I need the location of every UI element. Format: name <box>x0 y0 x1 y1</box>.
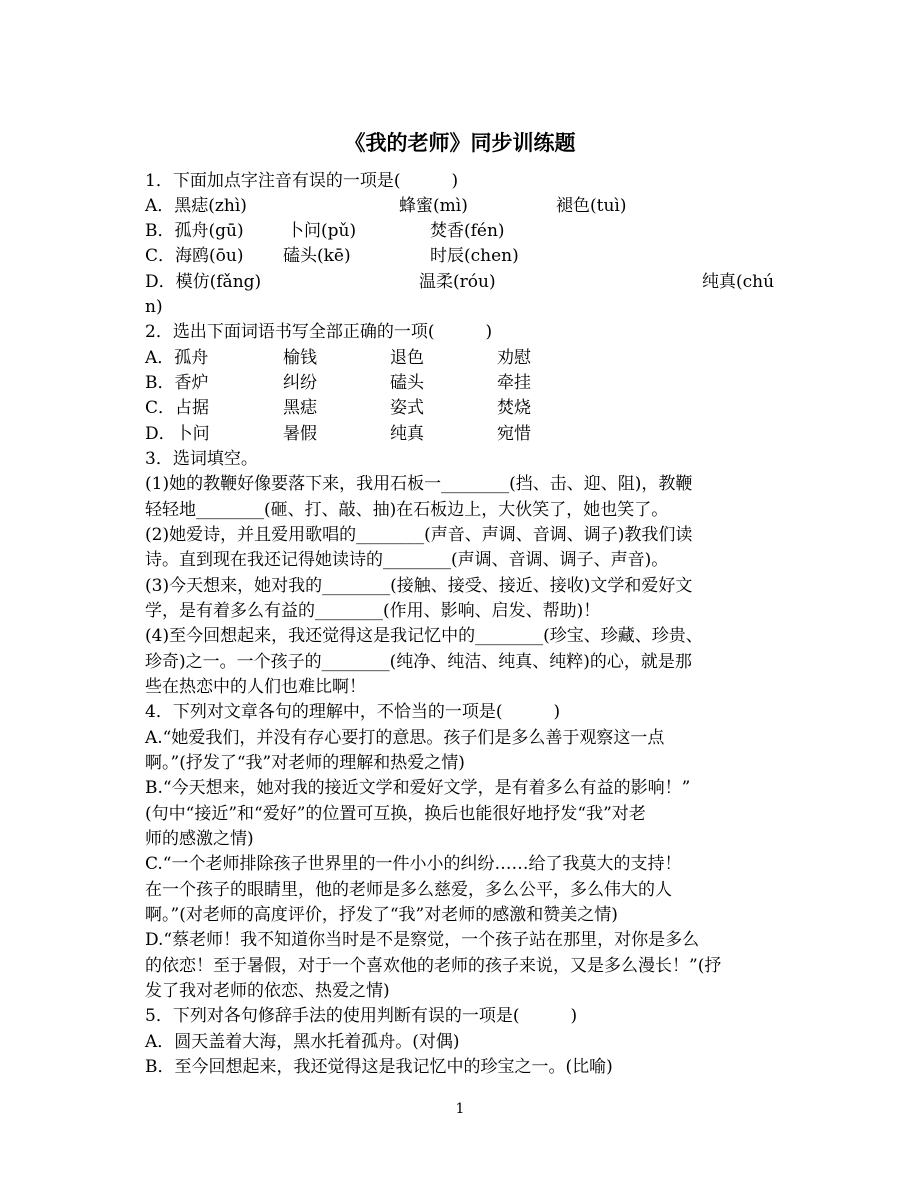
q1-option-d-2: 温柔(róu) <box>419 272 496 292</box>
q1-option-d-3: 纯真(chú <box>702 272 775 292</box>
q1-option-d-continuation: n) <box>145 297 163 317</box>
q2-a-word-3: 退色 <box>390 348 424 368</box>
q3-line: 学，是有着多么有益的________(作用、影响、启发、帮助)！ <box>145 601 601 621</box>
q2-a-word-4: 劝慰 <box>497 348 531 368</box>
q4-line: 师的感激之情) <box>145 829 254 849</box>
q2-d-word-1: D．卜问 <box>145 424 210 444</box>
q2-c-word-2: 黑痣 <box>283 398 317 418</box>
q4-line: 发了我对老师的依恋、热爱之情) <box>145 981 390 1001</box>
q2-stem: 2．选出下面词语书写全部正确的一项( ) <box>145 322 493 342</box>
q3-line: (3)今天想来，她对我的________(接触、接受、接近、接收)文学和爱好文 <box>145 576 693 596</box>
q1-option-a-2: 蜂蜜(mì) <box>399 196 468 216</box>
q3-line: (4)至今回想起来，我还觉得这是我记忆中的________(珍宝、珍藏、珍贵、 <box>145 626 703 646</box>
q4-line: B.“今天想来，她对我的接近文学和爱好文学，是有着多么有益的影响！” <box>145 778 691 798</box>
q4-line: (句中“接近”和“爱好”的位置可互换，换后也能很好地抒发“我”对老 <box>145 804 646 824</box>
q4-line: D.“蔡老师！我不知道你当时是不是察觉，一个孩子站在那里，对你是多么 <box>145 930 700 950</box>
q5-stem: 5．下列对各句修辞手法的使用判断有误的一项是( ) <box>145 1006 578 1026</box>
q4-line: 在一个孩子的眼睛里，他的老师是多么慈爱，多么公平，多么伟大的人 <box>145 880 672 900</box>
q3-line: (2)她爱诗，并且爱用歌唱的________(声音、声调、音调、调子)教我们读 <box>145 525 693 545</box>
q2-c-word-3: 姿式 <box>390 398 424 418</box>
q2-b-word-4: 牵挂 <box>497 373 531 393</box>
q1-option-a-3: 褪色(tuì) <box>556 196 627 216</box>
q1-option-b-3: 焚香(fén) <box>430 221 505 241</box>
q3-line: 诗。直到现在我还记得她读诗的________(声调、音调、调子、声音)。 <box>145 550 669 570</box>
q3-stem: 3．选词填空。 <box>145 449 258 469</box>
q3-line: 珍奇)之一。一个孩子的________(纯净、纯洁、纯真、纯粹)的心，就是那 <box>145 652 692 672</box>
q2-c-word-1: C．占据 <box>145 398 210 418</box>
q3-line: 些在热恋中的人们也难比啊！ <box>145 677 366 697</box>
q4-line: 啊。”(对老师的高度评价，抒发了“我”对老师的感激和赞美之情) <box>145 905 618 925</box>
page-number: 1 <box>455 1101 465 1117</box>
q4-stem: 4．下列对文章各句的理解中，不恰当的一项是( ) <box>145 702 561 722</box>
q4-line: A.“她爱我们，并没有存心要打的意思。孩子们是多么善于观察这一点 <box>145 728 665 748</box>
q1-stem: 1．下面加点字注音有误的一项是( ) <box>145 171 459 191</box>
q2-a-word-2: 榆钱 <box>283 348 317 368</box>
q2-d-word-4: 宛惜 <box>497 424 531 444</box>
page-title: 《我的老师》同步训练题 <box>344 131 576 155</box>
q1-option-a-1: A．黑痣(zhì) <box>145 196 247 216</box>
q1-option-b-2: 卜问(pǔ) <box>287 221 357 241</box>
q2-b-word-2: 纠纷 <box>283 373 317 393</box>
q1-option-b-1: B．孤舟(gū) <box>145 221 244 241</box>
q4-line: C.“一个老师排除孩子世界里的一件小小的纠纷……给了我莫大的支持！ <box>145 854 682 874</box>
q3-line: 轻轻地________(砸、打、敲、抽)在石板边上，大伙笑了，她也笑了。 <box>145 500 669 520</box>
q2-d-word-3: 纯真 <box>390 424 424 444</box>
q4-line: 的依恋！至于暑假，对于一个喜欢他的老师的孩子来说，又是多么漫长！”(抒 <box>145 956 722 976</box>
q4-line: 啊。”(抒发了“我”对老师的理解和热爱之情) <box>145 753 465 773</box>
q2-d-word-2: 暑假 <box>283 424 317 444</box>
q1-option-d-1: D．模仿(fǎng) <box>145 272 262 292</box>
q2-b-word-1: B．香炉 <box>145 373 209 393</box>
q2-c-word-4: 焚烧 <box>497 398 531 418</box>
q2-b-word-3: 磕头 <box>390 373 424 393</box>
q1-option-c-2: 磕头(kē) <box>283 246 351 266</box>
q1-option-c-1: C．海鸥(ōu) <box>145 246 244 266</box>
q3-line: (1)她的教鞭好像要落下来，我用石板一________(挡、击、迎、阻)，教鞭 <box>145 474 693 494</box>
q2-a-word-1: A．孤舟 <box>145 348 209 368</box>
q1-option-c-3: 时辰(chen) <box>430 246 519 266</box>
q5-line: A．圆天盖着大海，黑水托着孤舟。(对偶) <box>145 1032 460 1052</box>
q5-line: B．至今回想起来，我还觉得这是我记忆中的珍宝之一。(比喻) <box>145 1057 613 1077</box>
